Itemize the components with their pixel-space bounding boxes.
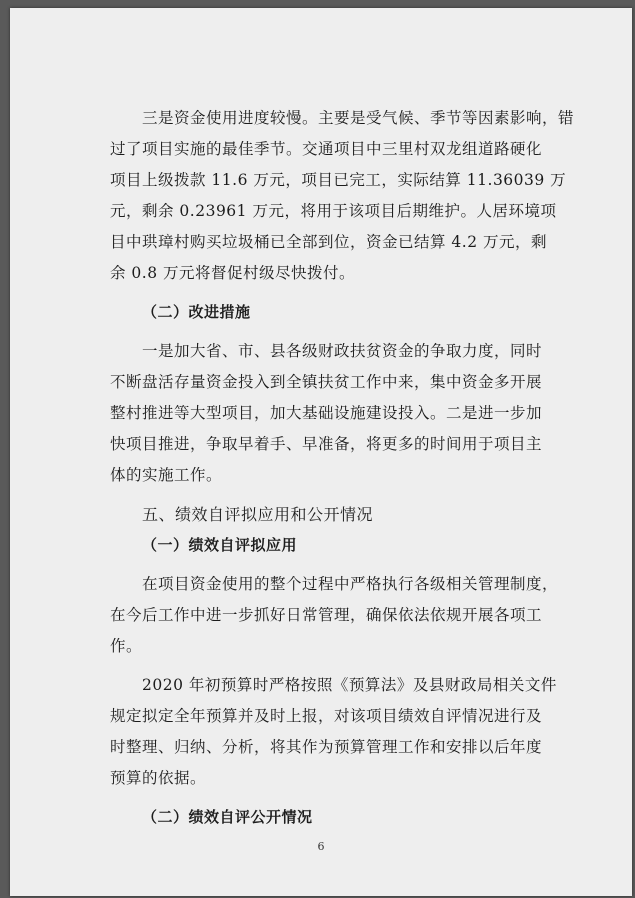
text-line: 不断盘活存量资金投入到全镇扶贫工作中来，集中资金多开展: [110, 373, 543, 391]
paragraph-improvement: [110, 336, 592, 491]
text-line: 规定拟定全年预算并及时上报，对该项目绩效自评情况进行及: [110, 707, 543, 725]
heading-self-evaluation-disclosure: （二）绩效自评公开情况: [142, 808, 313, 826]
text-line: 一是加大省、市、县各级财政扶贫资金的争取力度，同时: [142, 342, 543, 360]
text-line: 目中珙璋村购买垃圾桶已全部到位，资金已结算 4.2 万元，剩: [110, 233, 548, 251]
text-line: 项目上级拨款 11.6 万元，项目已完工，实际结算 11.36039 万: [110, 171, 567, 189]
heading-self-evaluation-application: （一）绩效自评拟应用: [142, 536, 298, 554]
heading-section-5: 五、绩效自评拟应用和公开情况: [142, 505, 374, 524]
document-page: [10, 8, 632, 896]
text-line: 作。: [110, 637, 143, 655]
page-number: 6: [317, 840, 325, 853]
text-line: 预算的依据。: [110, 769, 207, 787]
text-line: 在项目资金使用的整个过程中严格执行各级相关管理制度，: [142, 575, 559, 593]
text-line: 体的实施工作。: [110, 466, 223, 484]
paragraph-application: [110, 569, 592, 662]
text-line: 在今后工作中进一步抓好日常管理，确保依法依规开展各项工: [110, 606, 543, 624]
text-line: 2020 年初预算时严格按照《预算法》及县财政局相关文件: [142, 676, 557, 694]
text-line: 元，剩余 0.23961 万元，将用于该项目后期维护。人居环境项: [110, 202, 557, 220]
document-body: [110, 103, 592, 833]
text-line: 快项目推进，争取早着手、早准备，将更多的时间用于项目主: [110, 435, 543, 453]
text-line: 时整理、归纳、分析，将其作为预算管理工作和安排以后年度: [110, 738, 543, 756]
paragraph-budget: [110, 670, 592, 794]
heading-improvement-measures: （二）改进措施: [142, 303, 251, 321]
paragraph-funds-progress: [110, 103, 592, 289]
text-line: 三是资金使用进度较慢。主要是受气候、季节等因素影响，错: [142, 109, 575, 127]
text-line: 过了项目实施的最佳季节。交通项目中三里村双龙组道路硬化: [110, 140, 543, 158]
text-line: 余 0.8 万元将督促村级尽快拨付。: [110, 264, 356, 282]
text-line: 整村推进等大型项目，加大基础设施建设投入。二是进一步加: [110, 404, 543, 422]
